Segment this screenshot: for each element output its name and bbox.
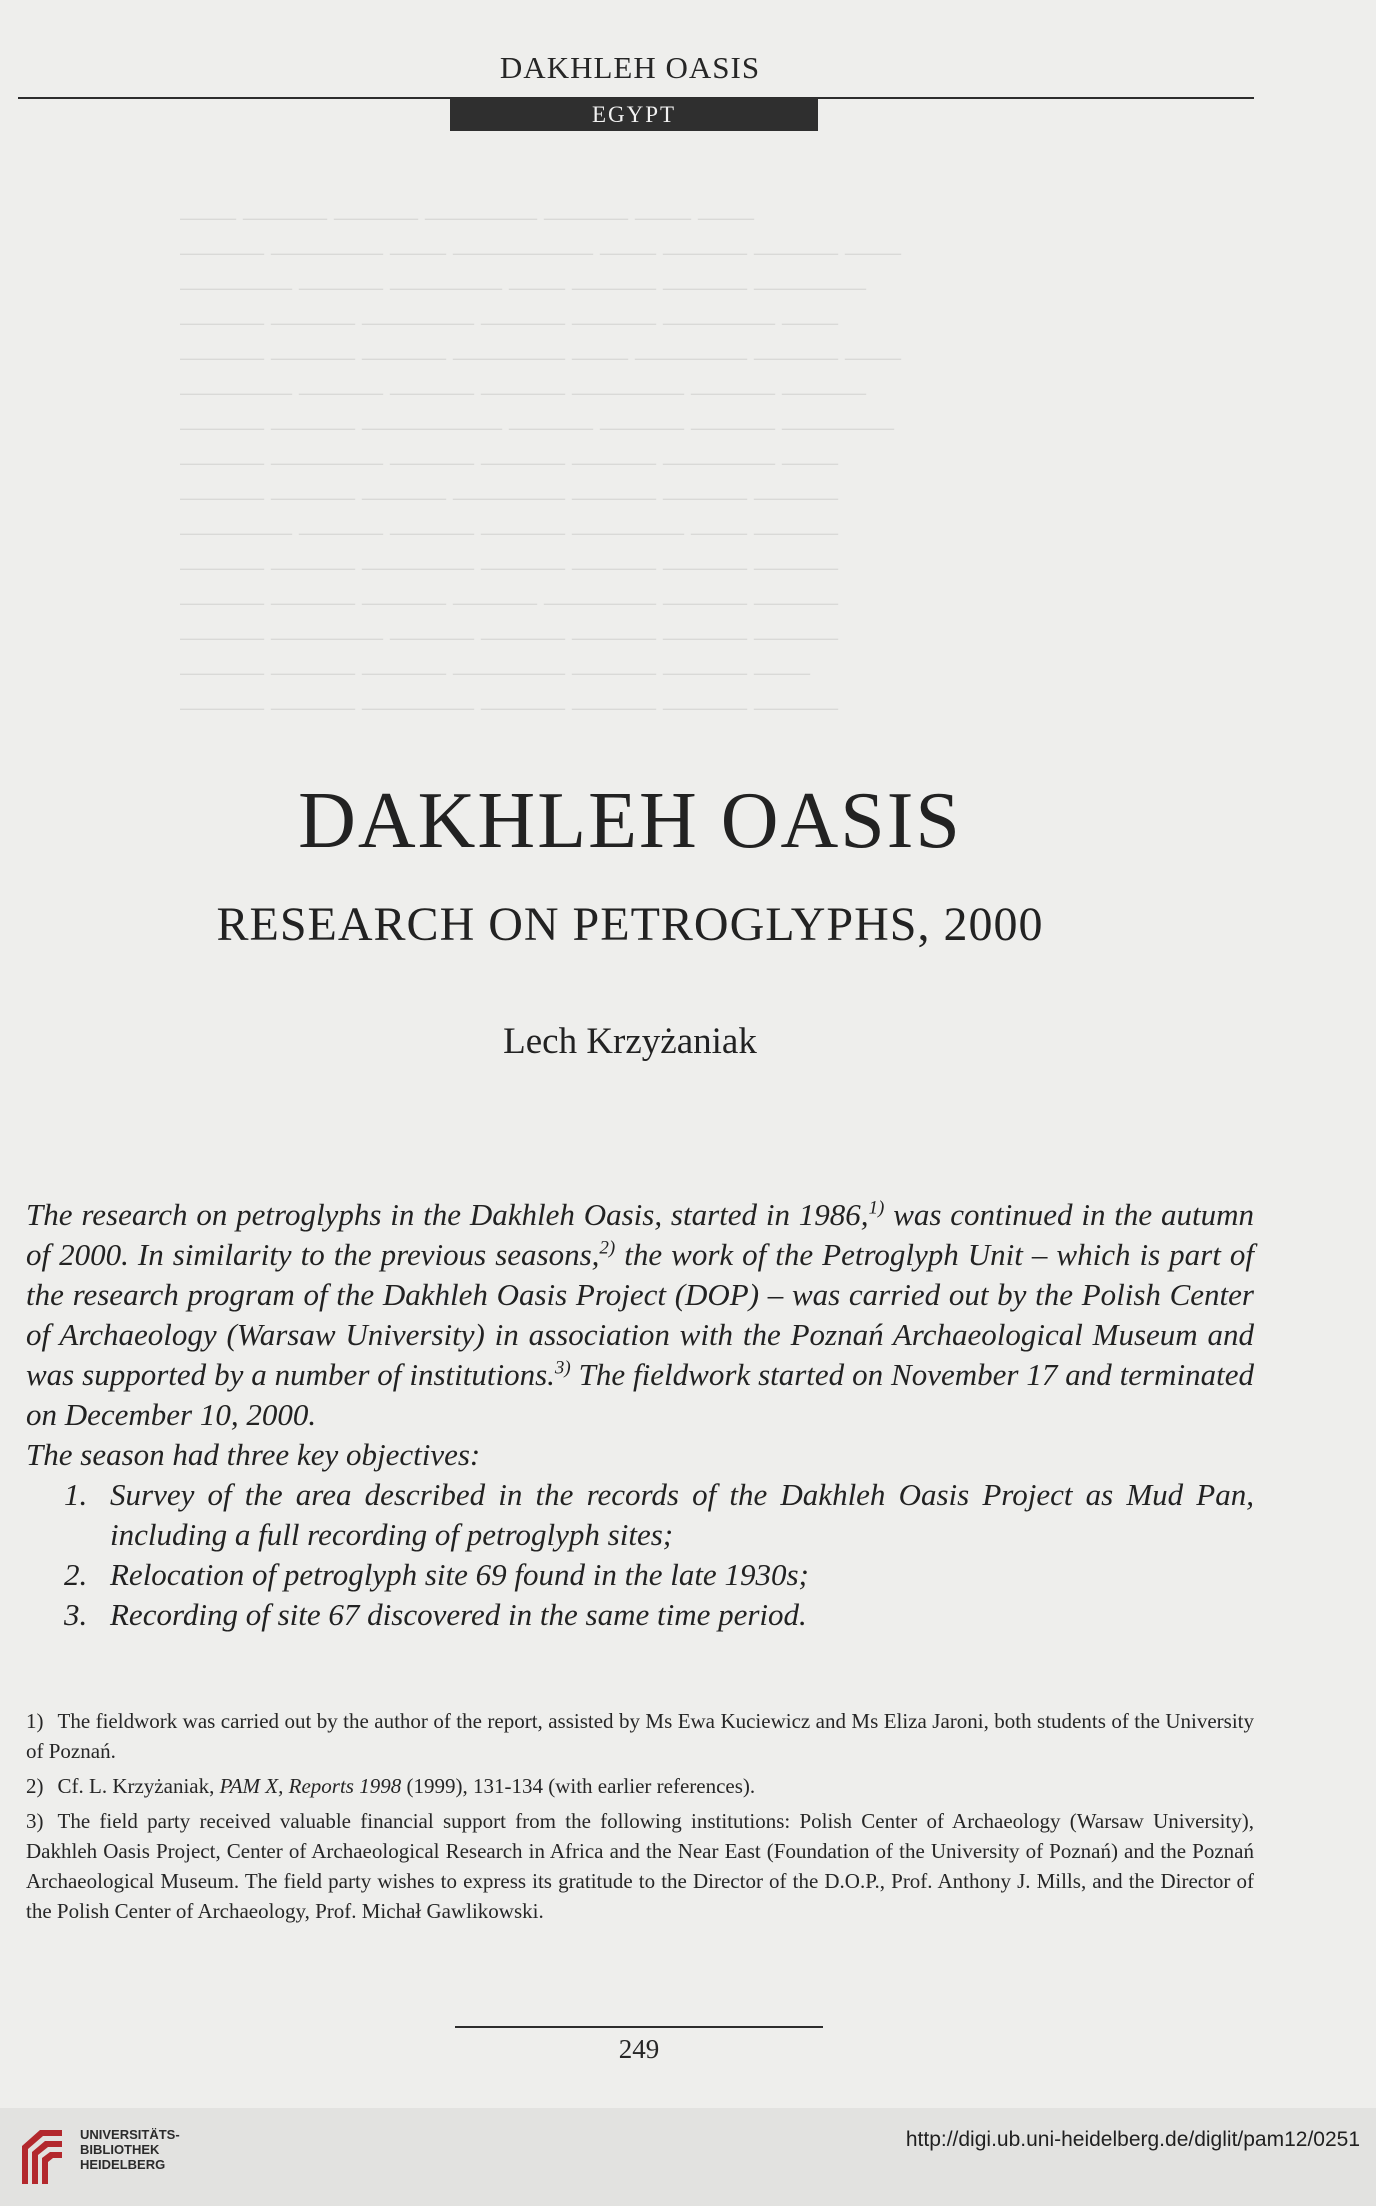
library-name — [80, 2127, 180, 2172]
library-logo-icon — [16, 2124, 68, 2188]
objective-text: Survey of the area described in the records of the Dakhleh Oasis Project as Mud Pan, including a full recording of petroglyph sites; — [110, 1477, 1254, 1552]
section-label: EGYPT — [450, 98, 818, 131]
abstract-sentence-4: The fieldwork started on November 17 and terminated on December 10, 2000. — [26, 1357, 1254, 1432]
library-name-line: UNIVERSITÄTS- — [80, 2127, 180, 2142]
library-name-line: HEIDELBERG — [80, 2157, 166, 2172]
abstract-paragraph — [26, 1195, 1254, 1435]
footnote-text-post: (1999), 131-134 (with earlier references). — [401, 1774, 756, 1798]
objective-item — [26, 1475, 1254, 1555]
footnotes — [26, 1706, 1254, 1931]
abstract-sentence-2: was continued in the autumn of 2000. In similarity to the previous seasons, — [26, 1197, 1254, 1272]
footnote-ref-1: 1) — [868, 1197, 885, 1219]
objective-number: 3. — [64, 1597, 88, 1632]
footnote-text-pre: Cf. L. Krzyżaniak, — [57, 1774, 220, 1798]
footnote-mark: 1) — [26, 1709, 44, 1733]
article-title: DAKHLEH OASIS — [298, 777, 962, 865]
objective-number: 2. — [64, 1557, 88, 1592]
library-name-line: BIBLIOTHEK — [80, 2142, 160, 2157]
source-url-link[interactable]: http://digi.ub.uni-heidelberg.de/diglit/pam12/0251 — [905, 2128, 1360, 2151]
footnote-ref-3: 3) — [554, 1357, 571, 1379]
library-footer-band — [0, 2108, 1376, 2206]
objective-text: Relocation of petroglyph site 69 found in the late 1930s; — [110, 1557, 809, 1592]
page-number: 249 — [618, 2034, 660, 2064]
objective-text: Recording of site 67 discovered in the same time period. — [110, 1597, 807, 1632]
footnote-mark: 3) — [26, 1809, 44, 1833]
footnote-3 — [26, 1806, 1254, 1926]
abstract — [26, 1195, 1254, 1635]
footnote-text: The field party received valuable financial support from the following institutions: Polish Center of Archaeology (Warsaw University), Dakhleh Oasis Project, Center of Archaeological Research in Africa and the Near East (Foundation of the University of Poznań) and the Poznań Archaeological Museum. The field party wishes to express its gratitude to the Director of the D.O.P., Prof. Anthony J. Mills, and the Director of the Polish Center of Archaeology, Prof. Michał Gawlikowski. — [26, 1809, 1254, 1923]
article-author: Lech Krzyżaniak — [503, 1021, 757, 1062]
article-subtitle: RESEARCH ON PETROGLYPHS, 2000 — [216, 898, 1044, 951]
abstract-sentence-3: the work of the Petroglyph Unit – which is part of the research program of the Dakhleh Oasis Project (DOP) – was carried out by the Polish Center of Archaeology (Warsaw University) in association with the Poznań Archaeological Museum and was supported by a number of institutions. — [26, 1237, 1254, 1392]
footnote-citation: PAM X, Reports 1998 — [219, 1774, 402, 1798]
objective-number: 1. — [64, 1477, 88, 1512]
running-title: DAKHLEH OASIS — [499, 50, 761, 85]
bleed-through-text: —— ——— ——— ———— ——— —— —— ——— ———— —— ————— —— ——— ——— —— ———— ——— ———— —— ——— ——— ———— ——— ——— ———— ——— ——— ———— —— ——— ——— ——— ———— —— ———— ——— —— ———— ——— ——— ——— ———— ——— ——— ——— ——— ————— ——— ——— ——— ———— ——— ———— ——— ——— ——— ———— —— ——— ——— ——— ———— ——— ——— ——— ———— ——— ——— ——— ———— —— ——— ——— ——— ———— ——— ——— ——— ——— ——— ——— ——— ——— ———— ——— ——— ——— ———— ——— ——— ——— ——— ——— ——— ——— ——— ———— ——— ——— —— ——— ——— ———— ——— ——— ——— ——— — [180, 202, 901, 723]
objectives-list — [26, 1475, 1254, 1635]
objective-item — [26, 1555, 1254, 1595]
footnote-mark: 2) — [26, 1774, 44, 1798]
footnote-2 — [26, 1771, 1254, 1801]
page-number-rule — [455, 2026, 823, 2028]
footnote-1 — [26, 1706, 1254, 1766]
footnote-ref-2: 2) — [599, 1237, 616, 1259]
objectives-intro: The season had three key objectives: — [26, 1437, 481, 1472]
objective-item — [26, 1595, 1254, 1635]
abstract-sentence-1: The research on petroglyphs in the Dakhleh Oasis, started in 1986, — [26, 1197, 869, 1232]
footnote-text: The fieldwork was carried out by the author of the report, assisted by Ms Ewa Kuciewicz and Ms Eliza Jaroni, both students of the University of Poznań. — [26, 1709, 1254, 1763]
